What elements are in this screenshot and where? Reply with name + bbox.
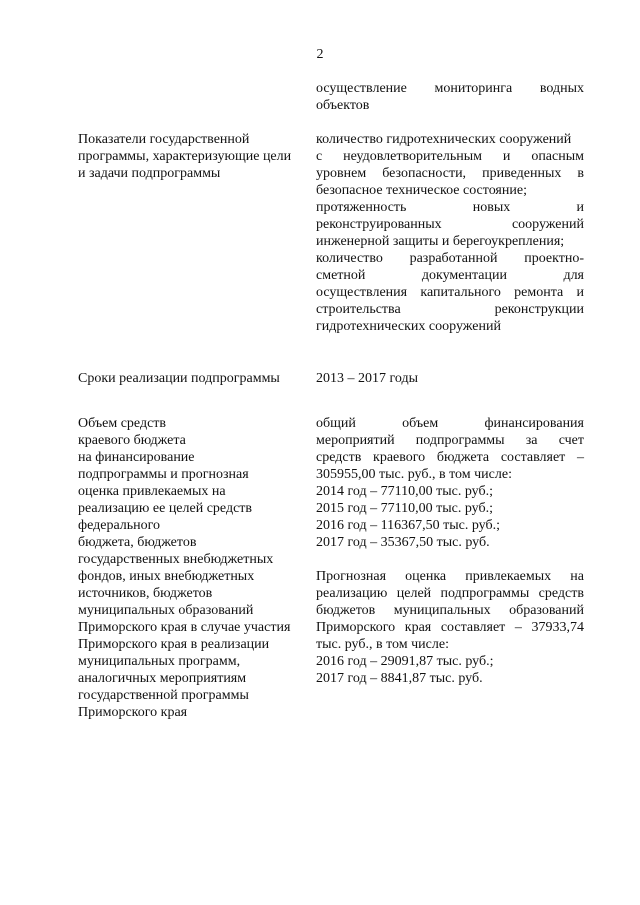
paragraph-gap [316,551,584,568]
indicators-label [78,131,308,182]
text-line: мероприятий подпрограммы за счет [316,433,584,448]
text-line: гидротехнических сооружений [316,319,501,334]
text-line: оценка привлекаемых на [78,484,226,499]
text-line: Приморского края [78,705,188,720]
text-line: реализацию целей подпрограммы средств [316,586,584,601]
text-line: объектов [316,98,370,113]
text-line: 305955,00 тыс. руб., в том числе: [316,467,512,482]
text-line: Сроки реализации подпрограммы [78,371,280,386]
text-line: краевого бюджета [78,433,186,448]
text-line: 2016 год – 116367,50 тыс. руб.; [316,518,500,533]
text-line: средств краевого бюджета составляет – [316,450,584,465]
text-line: источников, бюджетов [78,586,213,601]
terms-label [78,370,308,387]
text-line: сметной документации для [316,268,584,283]
text-line: уровнем безопасности, приведенных в [316,166,584,181]
text-line: бюджетов муниципальных образований [316,603,584,618]
text-line: осуществления капитального ремонта и [316,285,584,300]
text-line: федерального [78,518,161,533]
text-line: Приморского края в реализации [78,637,270,652]
text-line: протяженность новых и [316,200,584,215]
text-line: аналогичных мероприятиям [78,671,247,686]
text-line: на финансирование [78,450,195,465]
text-line: 2017 год – 8841,87 тыс. руб. [316,671,483,686]
text-line: и задачи подпрограммы [78,166,221,181]
page-number: 2 [316,47,324,62]
text-line: инженерной защиты и берегоукрепления; [316,234,565,249]
text-line: подпрограммы и прогнозная [78,467,249,482]
text-line: количество гидротехнических сооружений [316,132,572,147]
text-line: строительства реконструкции [316,302,584,317]
text-line: тыс. руб., в том числе: [316,637,449,652]
text-line: 2014 год – 77110,00 тыс. руб.; [316,484,493,499]
text-line: государственной программы [78,688,249,703]
monitoring-text [316,80,584,114]
text-line: Приморского края в случае участия [78,620,291,635]
funding-text [316,415,584,687]
text-line: Показатели государственной [78,132,250,147]
indicators-text [316,131,584,335]
text-line: бюджета, бюджетов [78,535,197,550]
text-line: государственных внебюджетных [78,552,274,567]
text-line: 2016 год – 29091,87 тыс. руб.; [316,654,494,669]
terms-text [316,370,584,387]
text-line: реконструированных сооружений [316,217,584,232]
text-line: осуществление мониторинга водных [316,81,584,96]
text-line: безопасное техническое состояние; [316,183,527,198]
text-line: Объем средств [78,416,167,431]
text-line: 2015 год – 77110,00 тыс. руб.; [316,501,493,516]
text-line: Приморского края составляет – 37933,74 [316,620,584,635]
text-line: реализацию ее целей средств [78,501,253,516]
text-line: с неудовлетворительным и опасным [316,149,584,164]
funding-label [78,415,308,721]
text-line: программы, характеризующие цели [78,149,292,164]
text-line: муниципальных образований [78,603,254,618]
text-line: муниципальных программ, [78,654,241,669]
text-line: 2013 – 2017 годы [316,371,419,386]
text-line: 2017 год – 35367,50 тыс. руб. [316,535,490,550]
text-line: количество разработанной проектно- [316,251,584,266]
text-line: фондов, иных внебюджетных [78,569,255,584]
text-line: общий объем финансирования [316,416,584,431]
text-line: Прогнозная оценка привлекаемых на [316,569,584,584]
